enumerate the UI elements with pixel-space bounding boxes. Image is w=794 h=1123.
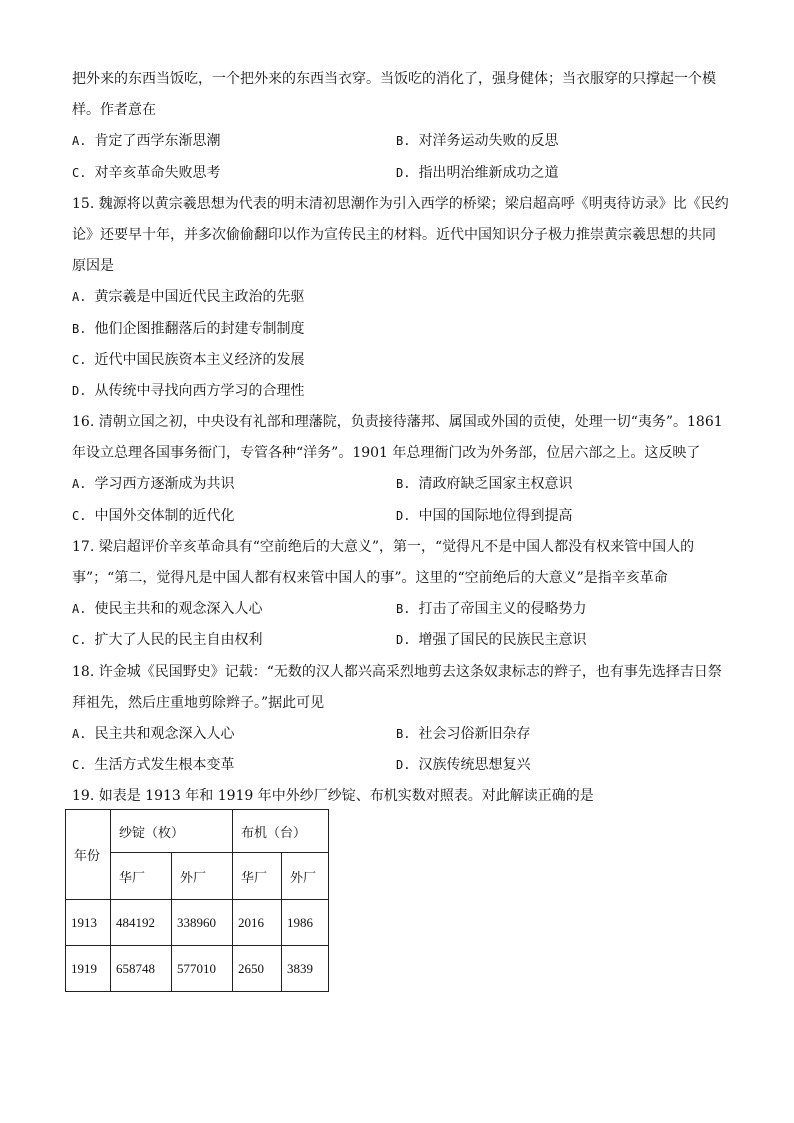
q15-option-b[interactable]: B. 他们企图推翻落后的封建专制制度 <box>72 320 305 337</box>
table-cell: 484192 <box>111 900 172 946</box>
q16-option-b[interactable]: B. 清政府缺乏国家主权意识 <box>396 476 573 493</box>
table-cell: 3839 <box>282 946 329 992</box>
table-row <box>66 900 329 946</box>
q14-option-a[interactable]: A. 肯定了西学东渐思潮 <box>72 133 221 150</box>
table-cell: 1919 <box>66 946 111 992</box>
q16-options-row-2 <box>72 501 726 532</box>
q15-stem-line-1: 15. 魏源将以黄宗羲思想为代表的明末清初思潮作为引入西学的桥梁；梁启超高呼《明夷待访录》比《民约 <box>72 195 729 212</box>
table-subheader-chinese-spindles: 华厂 <box>111 853 172 900</box>
q16-option-a[interactable]: A. 学习西方逐渐成为共识 <box>72 476 235 493</box>
table-subheader-foreign-spindles: 外厂 <box>172 853 233 900</box>
q14-stem-line-1: 把外来的东西当饭吃，一个把外来的东西当衣穿。当饭吃的消化了，强身健体；当衣服穿的只撑起一个模 <box>72 71 716 87</box>
q17-option-d[interactable]: D. 增强了国民的民族民主意识 <box>396 632 587 649</box>
exam-page <box>72 64 729 813</box>
q14-option-c[interactable]: C. 对辛亥革命失败思考 <box>72 164 221 181</box>
table-row <box>66 946 329 992</box>
table-header-year: 年份 <box>66 810 111 900</box>
table-cell: 2016 <box>233 900 282 946</box>
table-cell: 1913 <box>66 900 111 946</box>
q18-stem-line-1: 18. 许金城《民国野史》记载：“无数的汉人都兴高采烈地剪去这条奴隶标志的辫子，也有事先选择吉日祭 <box>72 663 722 680</box>
q17-stem-line-2: 事”；“第二，觉得凡是中国人都有权来管中国人的事”。这里的“空前绝后的大意义”是指辛亥革命 <box>72 570 668 586</box>
q15-option-d[interactable]: D. 从传统中寻找向西方学习的合理性 <box>72 382 305 399</box>
table-header-looms: 布机（台） <box>233 810 329 853</box>
q16-options-row-1 <box>72 469 726 500</box>
q18-option-a[interactable]: A. 民主共和观念深入人心 <box>72 725 235 742</box>
table-header-spindles: 纱锭（枚） <box>111 810 233 853</box>
q16-option-d[interactable]: D. 中国的国际地位得到提高 <box>396 507 573 524</box>
q14-stem-line-2: 样。作者意在 <box>72 102 156 119</box>
table-cell: 1986 <box>282 900 329 946</box>
q14-options-row-1 <box>72 126 726 157</box>
table-header-row-1 <box>66 810 329 853</box>
q15-stem-line-2: 论》还要早十年，并多次偷偷翻印以作为宣传民主的材料。近代中国知识分子极力推崇黄宗羲思想的共同 <box>72 226 716 243</box>
q18-options-row-1 <box>72 719 726 750</box>
q17-option-c[interactable]: C. 扩大了人民的民主自由权利 <box>72 632 263 649</box>
table-cell: 338960 <box>172 900 233 946</box>
q18-options-row-2 <box>72 750 726 781</box>
q18-stem-line-2: 拜祖先，然后庄重地剪除辫子。”据此可见 <box>72 694 325 711</box>
q14-option-b[interactable]: B. 对洋务运动失败的反思 <box>396 133 559 150</box>
q16-stem-line-1: 16. 清朝立国之初，中央设有礼部和理藩院，负责接待藩邦、属国或外国的贡使，处理一切“夷务”。1861 <box>72 414 723 431</box>
q15-stem-line-3: 原因是 <box>72 258 114 275</box>
q14-options-row-2 <box>72 158 726 189</box>
table-cell: 2650 <box>233 946 282 992</box>
q17-stem-line-1: 17. 梁启超评价辛亥革命具有“空前绝后的大意义”，第一，“觉得凡不是中国人都没有权来管中国人的 <box>72 538 695 555</box>
q18-option-d[interactable]: D. 汉族传统思想复兴 <box>396 757 531 774</box>
q15-option-a[interactable]: A. 黄宗羲是中国近代民主政治的先驱 <box>72 289 305 306</box>
table-cell: 658748 <box>111 946 172 992</box>
q16-stem-line-2: 年设立总理各国事务衙门，专管各种“洋务”。1901 年总理衙门改为外务部，位居六部之上。这反映了 <box>72 445 701 462</box>
q17-options-row-2 <box>72 625 726 656</box>
q17-option-b[interactable]: B. 打击了帝国主义的侵略势力 <box>396 601 587 618</box>
q17-option-a[interactable]: A. 使民主共和的观念深入人心 <box>72 601 263 618</box>
table-subheader-foreign-looms: 外厂 <box>282 853 329 900</box>
q17-options-row-1 <box>72 594 726 625</box>
table-cell: 577010 <box>172 946 233 992</box>
spindle-loom-table <box>65 809 329 992</box>
q14-option-d[interactable]: D. 指出明治维新成功之道 <box>396 164 559 181</box>
table-subheader-chinese-looms: 华厂 <box>233 853 282 900</box>
q18-option-b[interactable]: B. 社会习俗新旧杂存 <box>396 725 531 742</box>
q19-stem-line-1: 19. 如表是 1913 年和 1919 年中外纱厂纱锭、布机实数对照表。对此解读正确的是 <box>72 788 594 805</box>
q16-option-c[interactable]: C. 中国外交体制的近代化 <box>72 507 235 524</box>
q18-option-c[interactable]: C. 生活方式发生根本变革 <box>72 757 235 774</box>
q15-option-c[interactable]: C. 近代中国民族资本主义经济的发展 <box>72 351 305 368</box>
